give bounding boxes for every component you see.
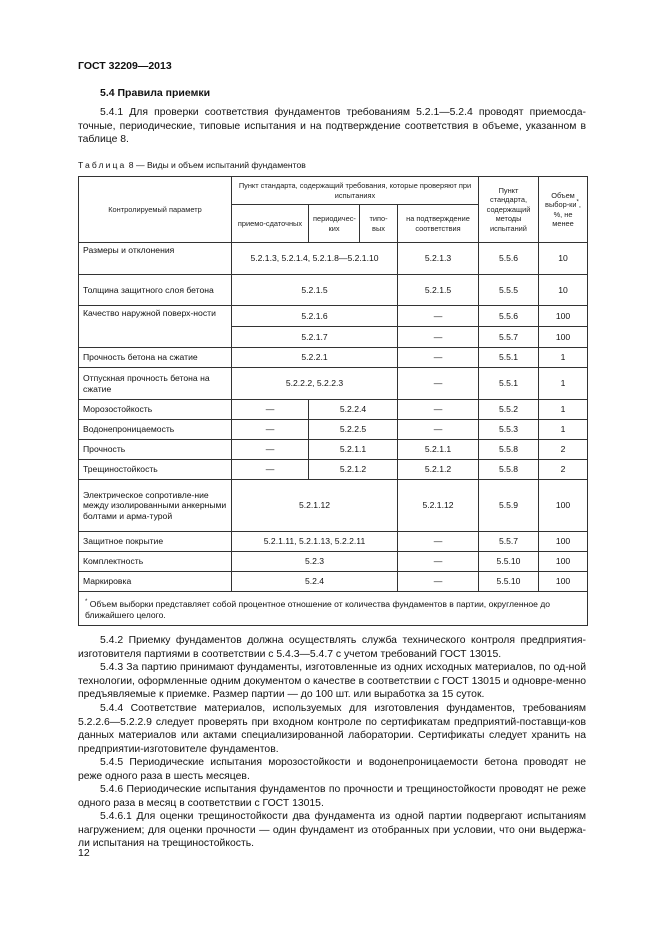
paragraph-5-4-3: 5.4.3 За партию принимают фундаменты, изготовленные из одних исходных материалов, по од-ной технологии, оформленные одним документом о качестве в соответствии с ГОСТ 13015 и одновре-менно предъявляемые к приемке. Размер партии — до 100 шт. или выработка за 15 суток. xyxy=(78,662,586,701)
cell-method: 5.5.5 xyxy=(479,275,539,306)
cell-volume: 10 xyxy=(539,243,588,275)
cell-method: 5.5.9 xyxy=(479,480,539,532)
table-row xyxy=(79,243,588,275)
cell-method: 5.5.1 xyxy=(479,348,539,368)
cell-name: Морозостойкость xyxy=(79,400,232,420)
cell-confirm: 5.2.1.1 xyxy=(398,440,479,460)
cell-acceptance: — xyxy=(232,460,309,480)
cell-merged: 5.2.1.6 xyxy=(232,306,398,327)
cell-merged: 5.2.1.3, 5.2.1.4, 5.2.1.8—5.2.1.10 xyxy=(232,243,398,275)
table-row xyxy=(79,420,588,440)
cell-volume: 1 xyxy=(539,400,588,420)
cell-confirm: — xyxy=(398,400,479,420)
cell-volume: 100 xyxy=(539,327,588,348)
paragraph-5-4-5: 5.4.5 Периодические испытания морозостойкости и водонепроницаемости бетона проводят не реже одного раза в шесть месяцев. xyxy=(78,757,586,782)
cell-method: 5.5.2 xyxy=(479,400,539,420)
cell-volume: 2 xyxy=(539,460,588,480)
cell-confirm: 5.2.1.2 xyxy=(398,460,479,480)
header-volume-label: Объем выбор-ки xyxy=(545,190,577,210)
header-volume-mark: * xyxy=(576,199,579,206)
cell-confirm: — xyxy=(398,552,479,572)
cell-confirm: — xyxy=(398,532,479,552)
table-row xyxy=(79,440,588,460)
cell-confirm: 5.2.1.5 xyxy=(398,275,479,306)
cell-name: Прочность бетона на сжатие xyxy=(79,348,232,368)
paragraph-5-4-1: 5.4.1 Для проверки соответствия фундаментов требованиям 5.2.1—5.2.4 проводят приемосда-точные, периодические, типовые испытания и на подтверждение соответствия в объеме, указанном в таблице 8. xyxy=(78,107,586,146)
table-row xyxy=(79,306,588,327)
paragraph-5-4-2: 5.4.2 Приемку фундаментов должна осуществлять служба технического контроля предприятия-изготовителя партиями в соответствии с 5.4.3—5.4.7 с учетом требований ГОСТ 13015. xyxy=(78,635,586,660)
table-row xyxy=(79,480,588,532)
cell-confirm: — xyxy=(398,572,479,592)
paragraph-5-4-4: 5.4.4 Соответствие материалов, используемых для изготовления фундаментов, требованиям 5.2.2.6—5.2.2.9 следует проверять при входном контроле по сертификатам предприятий-поставщи-ков данных материалов или актами специализированной лаборатории. Сертификаты следует хранить на предприятии-изготовителе фундаментов. xyxy=(78,703,586,755)
cell-confirm: — xyxy=(398,306,479,327)
page-number: 12 xyxy=(78,847,90,859)
cell-method: 5.5.7 xyxy=(479,532,539,552)
cell-merged: 5.2.1.12 xyxy=(232,480,398,532)
header-param: Контролируемый параметр xyxy=(79,177,232,243)
cell-confirm: — xyxy=(398,420,479,440)
cell-name: Отпускная прочность бетона на сжатие xyxy=(79,368,232,400)
paragraph-5-4-6-1: 5.4.6.1 Для оценки трещиностойкости два фундамента из одной партии подвергают испытаниям нагружением; для оценки прочности — один фундамент из отобранных при условии, что они выдержа-ли испытания на трещиностойкость. xyxy=(78,811,586,850)
cell-volume: 100 xyxy=(539,572,588,592)
cell-merged: 5.2.2.2, 5.2.2.3 xyxy=(232,368,398,400)
tests-table xyxy=(78,176,588,626)
cell-confirm: 5.2.1.12 xyxy=(398,480,479,532)
table-footnote xyxy=(79,592,588,626)
cell-volume: 100 xyxy=(539,480,588,532)
header-confirm: на подтверждение соответствия xyxy=(398,205,479,243)
table-row xyxy=(79,532,588,552)
cell-method: 5.5.6 xyxy=(479,243,539,275)
header-group: Пункт стандарта, содержащий требования, которые проверяют при испытаниях xyxy=(232,177,479,205)
header-acceptance: приемо-сдаточных xyxy=(232,205,309,243)
header-volume xyxy=(539,177,588,243)
footnote-mark: * xyxy=(85,598,88,605)
header-volume-unit: , %, не менее xyxy=(552,200,581,228)
cell-name: Защитное покрытие xyxy=(79,532,232,552)
header-type: типо-вых xyxy=(360,205,398,243)
cell-name: Маркировка xyxy=(79,572,232,592)
section-title: 5.4 Правила приемки xyxy=(100,87,211,99)
table-row xyxy=(79,572,588,592)
cell-acceptance: — xyxy=(232,400,309,420)
cell-confirm: 5.2.1.3 xyxy=(398,243,479,275)
cell-name: Трещиностойкость xyxy=(79,460,232,480)
cell-volume: 100 xyxy=(539,552,588,572)
table-row xyxy=(79,400,588,420)
cell-method: 5.5.7 xyxy=(479,327,539,348)
cell-name: Электрическое сопротивле-ние между изолированными анкерными болтами и арма-турой xyxy=(79,480,232,532)
cell-method: 5.5.8 xyxy=(479,460,539,480)
cell-merged: 5.2.1.5 xyxy=(232,275,398,306)
cell-volume: 10 xyxy=(539,275,588,306)
table-footnote-row xyxy=(79,592,588,626)
cell-name: Водонепроницаемость xyxy=(79,420,232,440)
cell-merged: 5.2.2.4 xyxy=(309,400,398,420)
cell-volume: 1 xyxy=(539,348,588,368)
cell-volume: 2 xyxy=(539,440,588,460)
table-row xyxy=(79,348,588,368)
table-row xyxy=(79,552,588,572)
cell-method: 5.5.1 xyxy=(479,368,539,400)
cell-name: Качество наружной поверх-ности xyxy=(79,306,232,348)
cell-merged: 5.2.1.11, 5.2.1.13, 5.2.2.11 xyxy=(232,532,398,552)
cell-merged: 5.2.1.7 xyxy=(232,327,398,348)
cell-method: 5.5.8 xyxy=(479,440,539,460)
cell-merged: 5.2.4 xyxy=(232,572,398,592)
footnote-text: Объем выборки представляет собой процентное отношение от количества фундаментов в партии, округленное до ближайшего целого. xyxy=(85,598,551,620)
standard-header: ГОСТ 32209—2013 xyxy=(78,60,172,72)
cell-name: Комплектность xyxy=(79,552,232,572)
table-row xyxy=(79,368,588,400)
cell-acceptance: — xyxy=(232,420,309,440)
table-caption-text: 8 — Виды и объем испытаний фундаментов xyxy=(126,160,306,170)
cell-method: 5.5.6 xyxy=(479,306,539,327)
cell-merged: 5.2.2.5 xyxy=(309,420,398,440)
cell-confirm: — xyxy=(398,327,479,348)
table-caption-prefix: Таблица xyxy=(78,160,127,170)
cell-volume: 1 xyxy=(539,368,588,400)
cell-confirm: — xyxy=(398,368,479,400)
cell-name: Прочность xyxy=(79,440,232,460)
header-method: Пункт стандарта, содержащий методы испытаний xyxy=(479,177,539,243)
cell-merged: 5.2.3 xyxy=(232,552,398,572)
cell-merged: 5.2.2.1 xyxy=(232,348,398,368)
cell-volume: 1 xyxy=(539,420,588,440)
paragraph-5-4-6: 5.4.6 Периодические испытания фундаментов по прочности и трещиностойкости проводят не реже одного раза в месяц в соответствии с ГОСТ 13015. xyxy=(78,784,586,809)
cell-method: 5.5.10 xyxy=(479,552,539,572)
cell-merged: 5.2.1.2 xyxy=(309,460,398,480)
table-row xyxy=(79,275,588,306)
cell-method: 5.5.10 xyxy=(479,572,539,592)
header-periodic: периодичес-ких xyxy=(309,205,360,243)
cell-volume: 100 xyxy=(539,532,588,552)
cell-method: 5.5.3 xyxy=(479,420,539,440)
cell-volume: 100 xyxy=(539,306,588,327)
cell-acceptance: — xyxy=(232,440,309,460)
table-caption xyxy=(78,160,306,170)
cell-merged: 5.2.1.1 xyxy=(309,440,398,460)
table-row xyxy=(79,460,588,480)
cell-name: Толщина защитного слоя бетона xyxy=(79,275,232,306)
cell-name: Размеры и отклонения xyxy=(79,243,232,275)
cell-confirm: — xyxy=(398,348,479,368)
